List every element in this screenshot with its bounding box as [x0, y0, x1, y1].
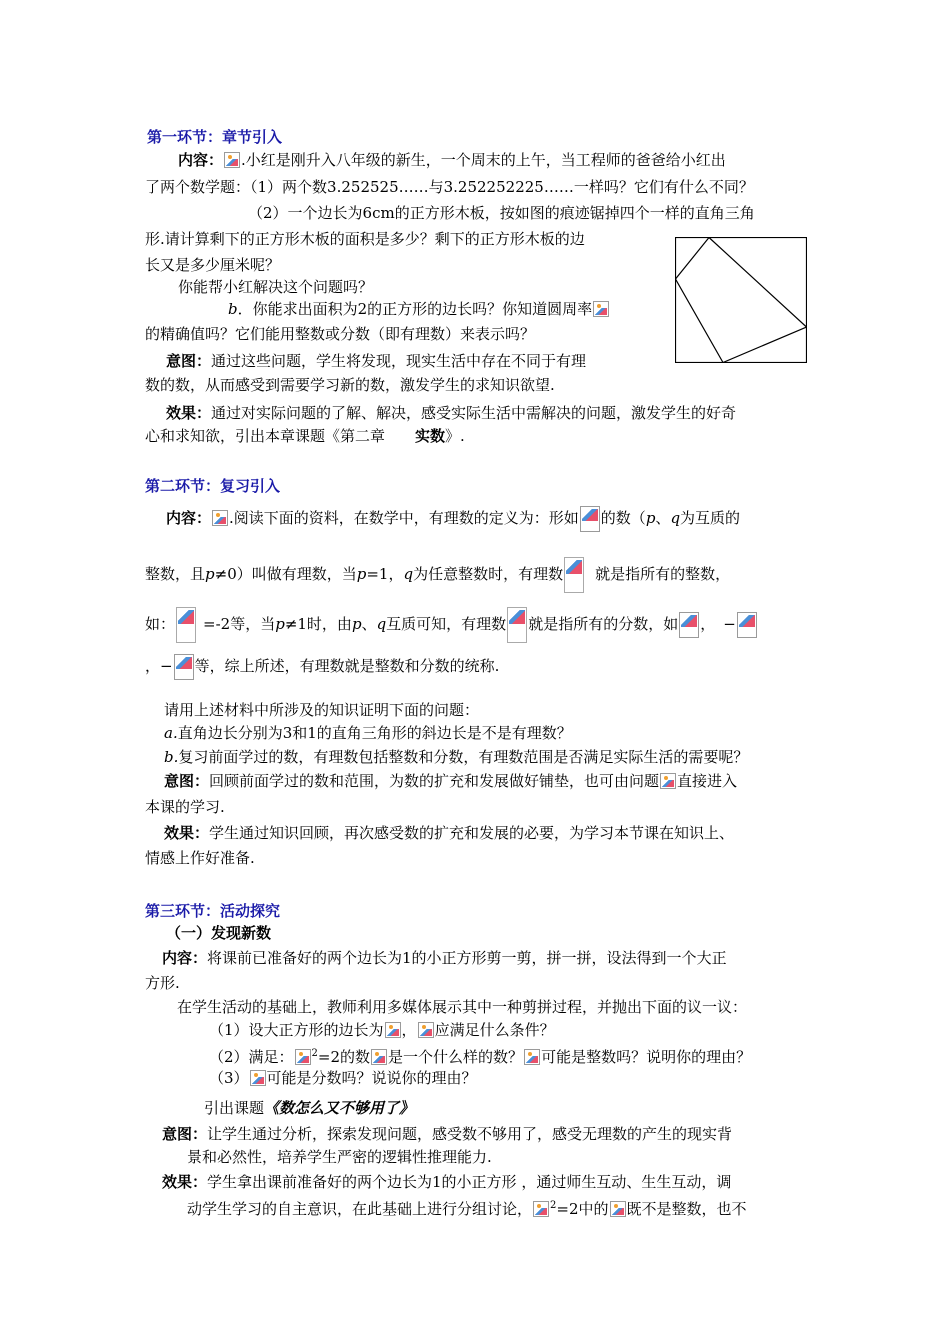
s1-content-line5: 长又是多少厘米呢？	[145, 256, 281, 274]
s1-content-line7: b．你能求出面积为2的正方形的边长吗？你知道圆周率	[228, 298, 610, 320]
s1-content-line2: 了两个数学题：（1）两个数3.252525……与3.252252225……一样吗？它们有什么不同？	[145, 178, 754, 196]
s1-effect-line2: 心和求知欲，引出本章课题《第二章 实数》.	[145, 427, 465, 445]
fraction-example-icon	[737, 612, 757, 638]
s3-question2: （2）满足： $^2$=2的数 是一个什么样的数？ 可能是整数吗？说明你的理由？	[209, 1048, 752, 1066]
variable-a-icon	[295, 1049, 311, 1065]
s2-content-line1: 内容： .阅读下面的资料，在数学中，有理数的定义为：形如 的数（p、q为互质的	[166, 506, 740, 532]
s2-content-line2: 整数，且p≠0）叫做有理数，当p=1，q为任意整数时，有理数 就是指所有的整数，	[145, 557, 730, 593]
image-placeholder-icon	[224, 152, 240, 168]
s1-content-line6: 你能帮小红解决这个问题吗？	[178, 278, 374, 296]
fraction-example-icon	[174, 654, 194, 680]
s2-task-intro: 请用上述材料中所涉及的知识证明下面的问题：	[164, 701, 480, 719]
variable-a-icon	[533, 1201, 549, 1217]
s2-content-line3: 如： =-2等，当p≠1时，由p、q互质可知，有理数 就是指所有的分数，如 ， −	[145, 607, 758, 643]
fraction-example-icon	[679, 612, 699, 638]
s1-effect-line1: 效果：通过对实际问题的了解、解决，感受实际生活中需解决的问题，激发学生的好奇	[166, 404, 737, 422]
s2-content-line4: ，− 等，综上所述，有理数就是整数和分数的统称.	[145, 654, 499, 680]
section3-title: 第三环节：活动探究	[145, 902, 281, 920]
s2-task-a: a.直角边长分别为3和1的直角三角形的斜边长是不是有理数？	[164, 724, 572, 742]
variable-a-icon	[371, 1049, 387, 1065]
section2-title: 第二环节：复习引入	[145, 477, 281, 495]
s1-intent-line2: 数的数，从而感受到需要学习新的数，激发学生的求知识欲望.	[145, 376, 555, 394]
s2-intent-line2: 本课的学习.	[145, 798, 225, 816]
s3-subtitle: （一）发现新数	[166, 924, 272, 942]
variable-a-icon	[610, 1201, 626, 1217]
s3-effect-line1: 效果：学生拿出课前准备好的两个边长为1的小正方形 ，通过师生互动、生生互动，调	[162, 1173, 732, 1191]
s3-topic: 引出课题《数怎么又不够用了》	[204, 1099, 415, 1117]
image-placeholder-icon	[660, 773, 676, 789]
image-placeholder-icon	[212, 510, 228, 526]
square-board-figure	[675, 237, 807, 363]
fraction-p-q-icon	[507, 607, 527, 643]
content-label: 内容：	[178, 151, 224, 169]
s2-task-b: b.复习前面学过的数，有理数包括整数和分数，有理数范围是否满足实际生活的需要呢？	[164, 748, 749, 766]
s1-content-line3: （2）一个边长为6cm的正方形木板，按如图的痕迹锯掉四个一样的直角三角	[248, 204, 755, 222]
fraction-p-q-icon	[564, 557, 584, 593]
pi-image-icon	[593, 301, 609, 317]
s1-content-line4: 形.请计算剩下的正方形木板的面积是多少？剩下的正方形木板的边	[145, 230, 585, 248]
s3-content-line1: 内容：将课前已准备好的两个边长为1的小正方形剪一剪，拼一拼，设法得到一个大正	[162, 949, 727, 967]
s3-effect-line2: 动学生学习的自主意识，在此基础上进行分组讨论， $^2$=2中的 既不是整数，也不	[187, 1200, 747, 1218]
s3-content-line2: 方形.	[145, 974, 180, 992]
s1-content-line8: 的精确值吗？它们能用整数或分数（即有理数）来表示吗？	[145, 325, 536, 343]
variable-a-icon	[418, 1022, 434, 1038]
s3-intent-line2: 景和必然性，培养学生严密的逻辑性推理能力.	[187, 1148, 492, 1166]
s3-question1: （1）设大正方形的边长为 ， 应满足什么条件？	[209, 1021, 555, 1039]
variable-a-icon	[524, 1049, 540, 1065]
s2-effect-line1: 效果：学生通过知识回顾，再次感受数的扩充和发展的必要，为学习本节课在知识上、	[164, 824, 735, 842]
variable-a-icon	[385, 1022, 401, 1038]
fraction-example-icon	[176, 607, 196, 643]
s2-intent-line1: 意图：回顾前面学过的数和范围，为数的扩充和发展做好铺垫，也可由问题 直接进入	[164, 772, 738, 790]
s3-question3: （3） 可能是分数吗？说说你的理由？	[209, 1069, 477, 1087]
s1-content-line1: 内容： .小红是刚升入八年级的新生，一个周末的上午，当工程师的爸爸给小红出	[178, 151, 726, 169]
s3-intent-line1: 意图：让学生通过分析，探索发现问题，感受数不够用了，感受无理数的产生的现实背	[162, 1125, 733, 1143]
outer-square	[676, 238, 807, 363]
fraction-p-q-icon	[580, 506, 600, 532]
s1-intent-line1: 意图：通过这些问题，学生将发现，现实生活中存在不同于有理	[166, 352, 587, 370]
section1-title: 第一环节：章节引入	[147, 128, 283, 146]
s2-effect-line2: 情感上作好准备.	[145, 849, 255, 867]
variable-a-icon	[250, 1070, 266, 1086]
s3-content-line3: 在学生活动的基础上，教师利用多媒体展示其中一种剪拼过程，并抛出下面的议一议：	[177, 998, 748, 1016]
